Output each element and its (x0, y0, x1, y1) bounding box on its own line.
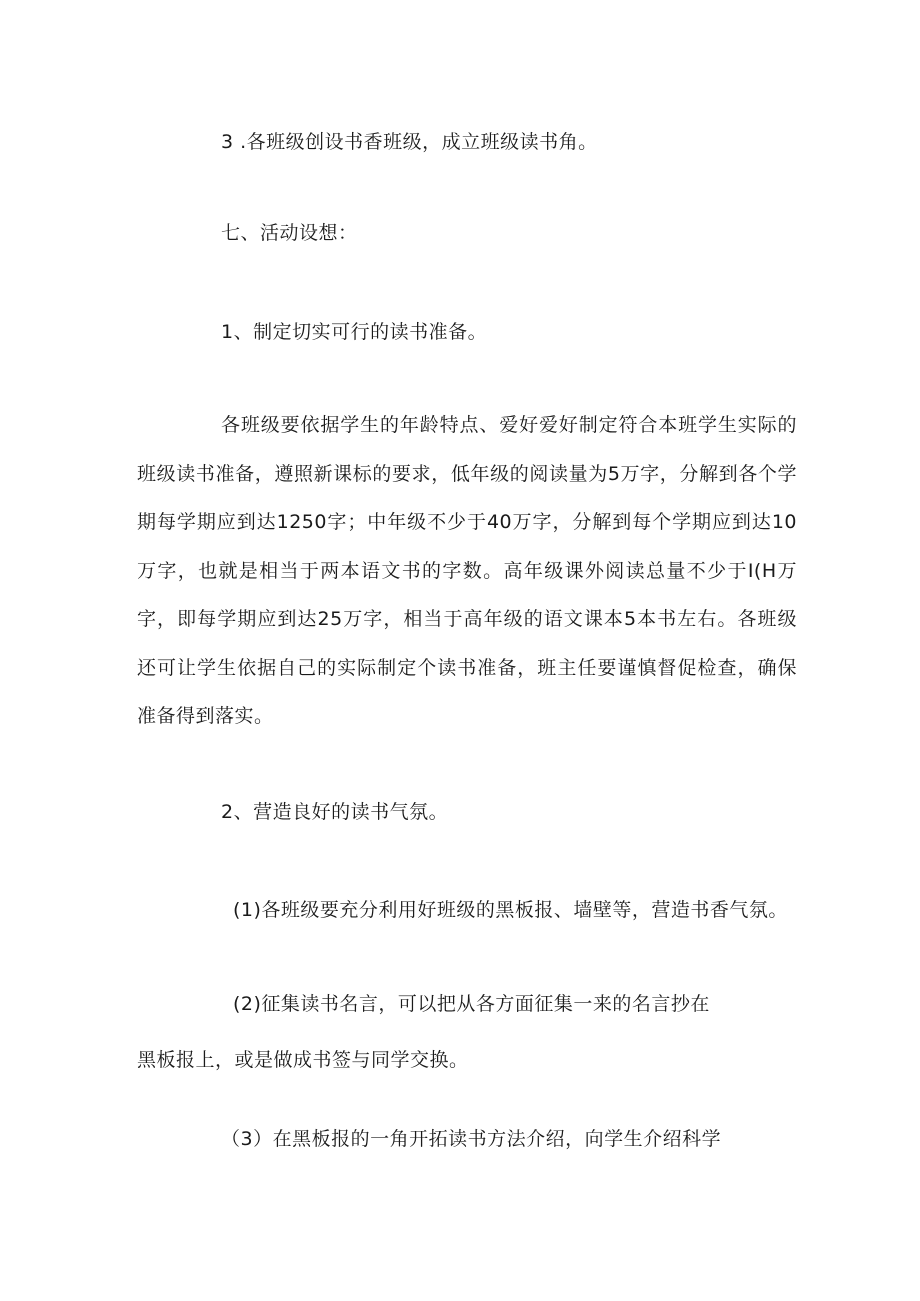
item-1-body: 各班级要依据学生的年龄特点、爱好爱好制定符合本班学生实际的班级读书准备，遵照新课标的要求，低年级的阅读量为5万字，分解到各个学期每学期应到达1250字；中年级不少于40万字，分解到每个学期应到达10万字，也就是相当于两本语文书的字数。高年级课外阅读总量不少于I(H万字，即每学期应到达25万字，相当于高年级的语文课本5本书左右。各班级还可让学生依据自己的实际制定个读书准备，班主任要谨慎督促检查，确保准备得到落实。 (137, 414, 797, 727)
section-7-heading: 七、活动设想： (221, 222, 358, 244)
sub-item-2-line-1: (2)征集读书名言，可以把从各方面征集一来的名言抄在 (233, 993, 710, 1015)
sub-item-3: （3）在黑板报的一角开拓读书方法介绍，向学生介绍科学 (221, 1128, 722, 1150)
sub-item-2-line-2: 黑板报上，或是做成书签与同学交换。 (137, 1049, 469, 1071)
item-1-heading: 1、制定切实可行的读书准备。 (221, 321, 488, 343)
sub-item-1: (1)各班级要充分利用好班级的黑板报、墙壁等，营造书香气氛。 (233, 899, 788, 921)
item-3-text: 3 .各班级创设书香班级，成立班级读书角。 (221, 131, 598, 153)
item-2-heading: 2、营造良好的读书气氛。 (221, 801, 449, 823)
